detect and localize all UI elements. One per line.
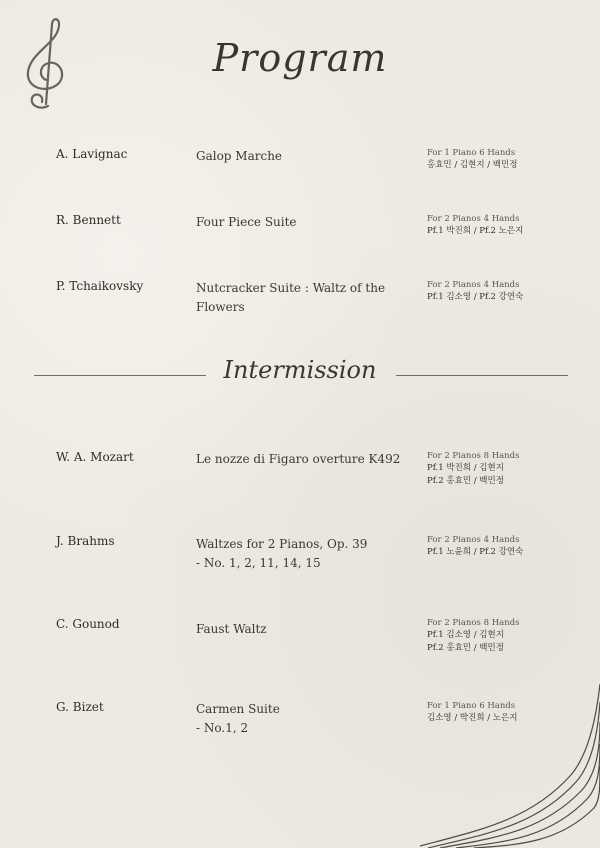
performer-names: 홍효민 / 김현지 / 백민정 bbox=[427, 160, 518, 170]
composer: P. Tchaikovsky bbox=[56, 279, 144, 293]
instrumentation: For 1 Piano 6 Hands bbox=[427, 701, 516, 711]
instrumentation: For 1 Piano 6 Hands bbox=[427, 148, 516, 158]
page-title: Program bbox=[212, 36, 388, 80]
performers bbox=[427, 213, 587, 238]
instrumentation: For 2 Pianos 8 Hands bbox=[427, 451, 520, 461]
performer-names: 김소영 / 박진희 / 노은지 bbox=[427, 713, 518, 723]
performers bbox=[427, 534, 587, 559]
piece-title: Galop Marche bbox=[196, 149, 283, 163]
performer-names: Pf.1 박진희 / 김현지 bbox=[427, 463, 504, 473]
composer: W. A. Mozart bbox=[56, 450, 134, 464]
staff-lines-decoration bbox=[420, 680, 600, 848]
divider-line-right bbox=[396, 375, 568, 376]
piece-title: Le nozze di Figaro overture K492 bbox=[196, 452, 401, 466]
piece-title: Carmen Suite - No.1, 2 bbox=[196, 702, 280, 735]
composer: R. Bennett bbox=[56, 213, 121, 227]
piece-title: Faust Waltz bbox=[196, 622, 267, 636]
performers bbox=[427, 450, 587, 488]
instrumentation: For 2 Pianos 8 Hands bbox=[427, 618, 520, 628]
composer: G. Bizet bbox=[56, 700, 104, 714]
intermission-label: Intermission bbox=[223, 356, 377, 384]
instrumentation: For 2 Pianos 4 Hands bbox=[427, 535, 520, 545]
performers bbox=[427, 279, 587, 304]
piece-title: Nutcracker Suite : Waltz of the Flowers bbox=[196, 281, 386, 314]
performer-names: Pf.1 김소영 / 김현지 bbox=[427, 630, 504, 640]
performer-names: Pf.1 노윤희 / Pf.2 강연숙 bbox=[427, 547, 524, 557]
composer: C. Gounod bbox=[56, 617, 120, 631]
piece-title: Four Piece Suite bbox=[196, 215, 297, 229]
performers bbox=[427, 617, 587, 655]
performer-names: Pf.2 홍효민 / 백민정 bbox=[427, 643, 504, 653]
performers bbox=[427, 147, 587, 172]
instrumentation: For 2 Pianos 4 Hands bbox=[427, 280, 520, 290]
performer-names: Pf.1 김소영 / Pf.2 강연숙 bbox=[427, 292, 524, 302]
composer: J. Brahms bbox=[56, 534, 115, 548]
composer: A. Lavignac bbox=[56, 147, 128, 161]
performer-names: Pf.2 홍효민 / 백민정 bbox=[427, 476, 504, 486]
instrumentation: For 2 Pianos 4 Hands bbox=[427, 214, 520, 224]
piece-title: Waltzes for 2 Pianos, Op. 39 - No. 1, 2, 11, 14, 15 bbox=[196, 537, 368, 570]
performer-names: Pf.1 박진희 / Pf.2 노은지 bbox=[427, 226, 524, 236]
